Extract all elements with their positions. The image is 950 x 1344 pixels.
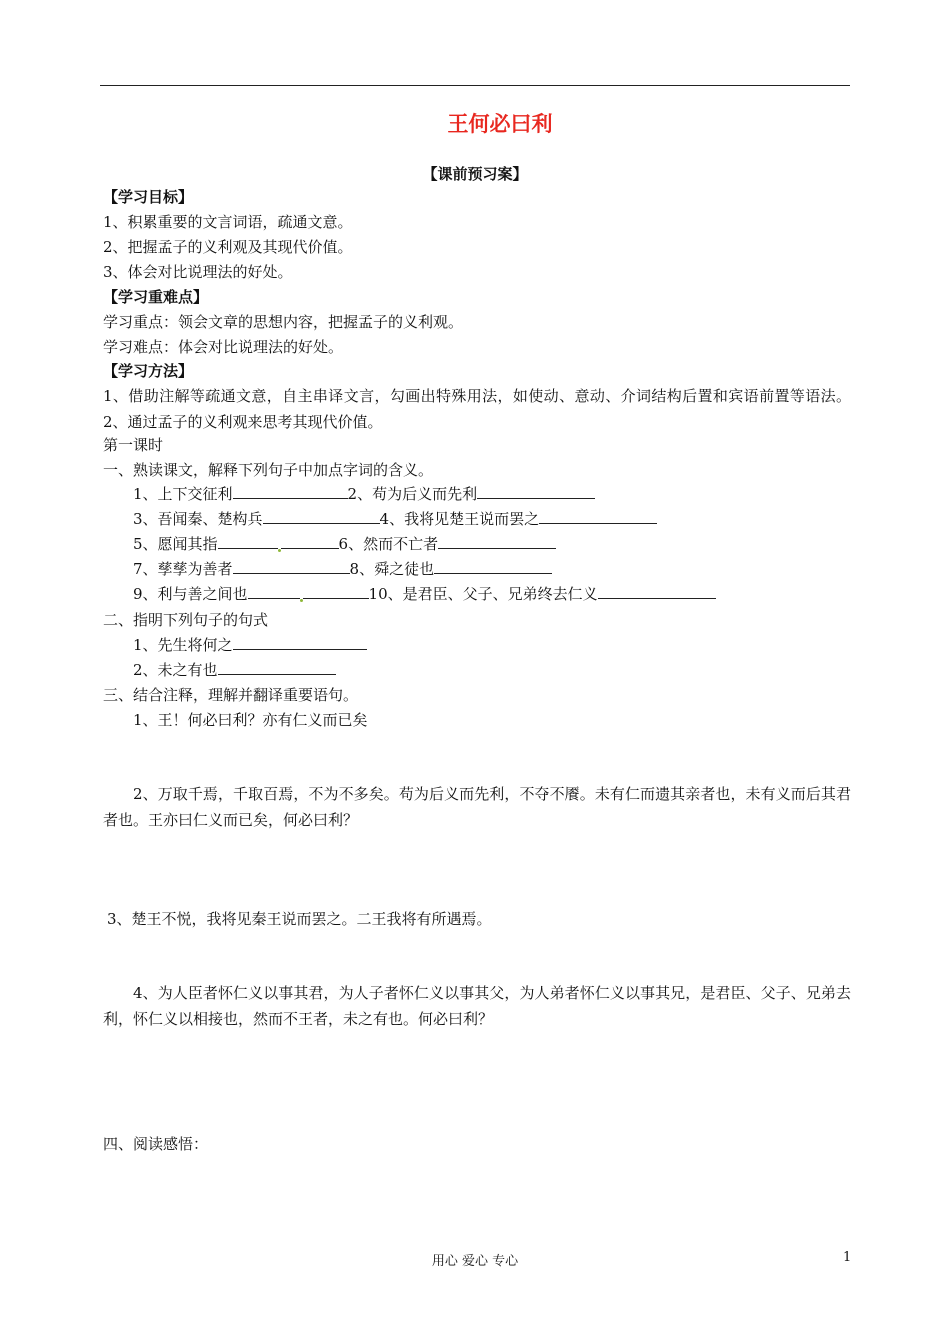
answer-blank[interactable] <box>263 509 380 524</box>
answer-blank[interactable] <box>539 509 657 524</box>
answer-blank[interactable] <box>218 660 336 675</box>
q3-sentence-2: 2、万取千焉，千取百焉，不为不多矣。苟为后义而先利，不夺不餍。未有仁而遗其亲者也，未有义而后其君者也。王亦曰仁义而已矣，何必曰利？ <box>103 785 851 829</box>
q3-sentence-4: 4、为人臣者怀仁义以事其君，为人子者怀仁义以事其父，为人弟者怀仁义以事其兄，是君臣、父子、兄弟去利，怀仁义以相接也，然而不王者，未之有也。何必曰利？ <box>103 984 851 1028</box>
key-difficulty: 学习难点：体会对比说理法的好处。 <box>103 338 344 356</box>
document-title: 王何必曰利 <box>447 112 553 136</box>
q1-item-9: 9、利与善之间也 <box>133 585 248 603</box>
answer-blank[interactable] <box>598 584 716 599</box>
emphasis-dot <box>278 549 281 552</box>
q1-item-7: 7、孳孳为善者 <box>133 560 233 578</box>
header-rule <box>100 85 850 86</box>
q4-heading: 四、阅读感悟： <box>103 1135 209 1153</box>
q2-row-1 <box>133 635 367 655</box>
goal-item-2: 2、把握孟子的义利观及其现代价值。 <box>103 238 353 256</box>
goal-item-1: 1、积累重要的文言词语，疏通文意。 <box>103 213 353 231</box>
q1-item-4: 4、我将见楚王说而罢之 <box>379 510 540 528</box>
q1-row-5 <box>133 584 716 604</box>
q1-item-8: 8、舜之徒也 <box>349 560 435 578</box>
q2-item-1: 1、先生将何之 <box>133 636 233 654</box>
q1-row-2 <box>133 509 657 529</box>
answer-blank[interactable] <box>233 559 350 574</box>
q3-sentence-1: 1、王！何必曰利？亦有仁义而已矣 <box>133 711 368 729</box>
q1-item-5: 5、愿闻其指 <box>133 535 218 553</box>
answer-blank[interactable] <box>438 534 556 549</box>
answer-blank[interactable] <box>303 584 369 599</box>
answer-blank[interactable] <box>218 534 278 549</box>
goals-heading: 【学习目标】 <box>103 188 194 206</box>
page-footer: 用心 爱心 专心 <box>431 1254 519 1269</box>
q1-heading: 一、熟读课文，解释下列句子中加点字词的含义。 <box>103 461 434 479</box>
q2-item-2: 2、未之有也 <box>133 661 218 679</box>
q1-item-6: 6、然而不亡者 <box>338 535 439 553</box>
q2-row-2 <box>133 660 336 680</box>
method-text: 1、借助注解等疏通文意，自主串译文言，勾画出特殊用法，如使动、意动、介词结构后置和宾语前置等语法。2、通过孟子的义利观来思考其现代价值。 <box>103 387 851 431</box>
method-heading: 【学习方法】 <box>103 362 194 380</box>
q1-item-3: 3、吾闻秦、楚构兵 <box>133 510 263 528</box>
emphasis-dot <box>300 599 303 602</box>
answer-blank[interactable] <box>248 584 300 599</box>
answer-blank[interactable] <box>281 534 339 549</box>
q1-row-3 <box>133 534 556 554</box>
q1-item-1: 1、上下交征利 <box>133 485 233 503</box>
q3-sentence-3: 3、楚王不悦，我将见秦王说而罢之。二王我将有所遇焉。 <box>107 910 492 928</box>
q1-item-2: 2、苟为后义而先利 <box>347 485 478 503</box>
answer-blank[interactable] <box>434 559 552 574</box>
q1-row-4 <box>133 559 552 579</box>
section-heading: 【课前预习案】 <box>422 165 528 183</box>
q2-heading: 二、指明下列句子的句式 <box>103 611 269 629</box>
q3-heading: 三、结合注释，理解并翻译重要语句。 <box>103 686 359 704</box>
q1-item-10: 10、是君臣、父子、兄弟终去仁义 <box>368 585 598 603</box>
q1-row-1 <box>133 484 595 504</box>
answer-blank[interactable] <box>477 484 595 499</box>
page-number: 1 <box>843 1250 852 1265</box>
goal-item-3: 3、体会对比说理法的好处。 <box>103 263 293 281</box>
answer-blank[interactable] <box>233 635 367 650</box>
key-focus: 学习重点：领会文章的思想内容，把握孟子的义利观。 <box>103 313 464 331</box>
lesson-label: 第一课时 <box>103 436 164 454</box>
key-points-heading: 【学习重难点】 <box>103 288 209 306</box>
answer-blank[interactable] <box>233 484 348 499</box>
